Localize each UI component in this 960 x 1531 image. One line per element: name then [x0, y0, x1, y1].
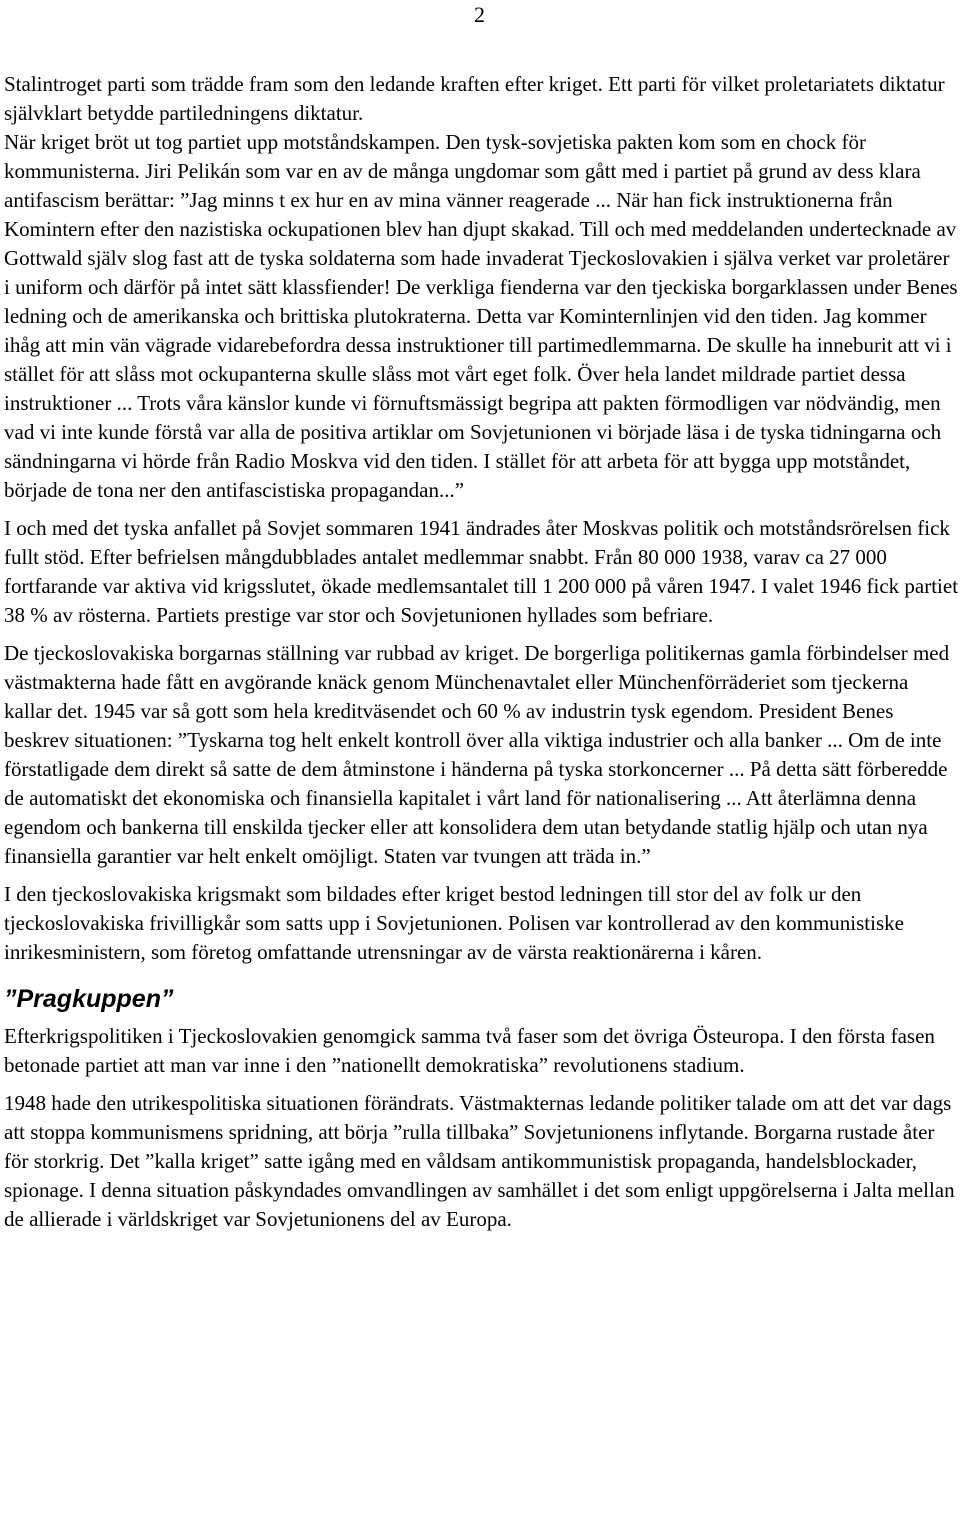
paragraph-1948: 1948 hade den utrikespolitiska situationen förändrats. Västmakternas ledande politiker talade om att det var dags att stoppa kommunismens spridning, att börja ”rulla tillbaka” Sovjetunionens inflytande. Borgarna rustade åter för storkrig. Det ”kalla kriget” satte igång med en våldsam antikommunistisk propaganda, handelsblockader, spionage. I denna situation påskyndades omvandlingen av samhället i det som enligt uppgörelserna i Jalta mellan de allierade i världskriget var Sovjetunionens del av Europa. [4, 1091, 955, 1231]
paragraph-1941: I och med det tyska anfallet på Sovjet sommaren 1941 ändrades åter Moskvas politik och motståndsrörelsen fick fullt stöd. Efter befrielsen mångdubblades antalet medlemmar snabbt. Från 80 000 1938, varav ca 27 000 fortfarande var aktiva vid krigsslutet, ökade medlemsantalet till 1 200 000 på våren 1947. I valet 1946 fick partiet 38 % av rösterna. Partiets prestige var stor och Sovjetunionen hyllades som befriare. [4, 516, 959, 627]
section-heading: ”Pragkuppen” [4, 985, 174, 1013]
paragraph-stalin-party: Stalintroget parti som trädde fram som den ledande kraften efter kriget. Ett parti för vilket proletariatets diktatur självklart betydde partiledningens diktatur. [4, 72, 945, 125]
paragraph-postwar-policy: Efterkrigspolitiken i Tjeckoslovakien genomgick samma två faser som det övriga Östeuropa. I den första fasen betonade partiet att man var inne i den ”nationellt demokratiska” revolutionens stadium. [4, 1024, 935, 1077]
paragraph-bourgeoisie: De tjeckoslovakiska borgarnas ställning var rubbad av kriget. De borgerliga politikernas gamla förbindelser med västmakterna hade fått en avgörande knäck genom Münchenavtalet eller Münchenförräderiet som tjeckerna kallar det. 1945 var så gott som hela kreditväsendet och 60 % av industrin tysk egendom. President Benes beskrev situationen: ”Tyskarna tog helt enkelt kontroll över alla viktiga industrier och alla banker ... Om de inte förstatligade dem direkt så satte de dem åtminstone i händerna på tyska storkoncerner ... På detta sätt förberedde de automatiskt det ekonomiska och finansiella kapitalet i vårt land för nationalisering ... Att återlämna denna egendom och bankerna till enskilda tjecker eller att konsolidera dem utan betydande statlig hjälp och utan nya finansiella garantier var helt enkelt omöjligt. Staten var tvungen att träda in.” [4, 641, 950, 868]
page-number: 2 [474, 2, 485, 27]
document-body [4, 70, 960, 1243]
paragraph-resistance: När kriget bröt ut tog partiet upp motståndskampen. Den tysk-sovjetiska pakten kom som en chock för kommunisterna. Jiri Pelikán som var en av de många ungdomar som gått med i partiet på grund av dess klara antifascism berättar: ”Jag minns t ex hur en av mina vänner reagerade ... När han fick instruktionerna från Komintern efter den nazistiska ockupationen blev han djupt skakad. Till och med meddelanden undertecknade av Gottwald själv slog fast att de tyska soldaterna som hade invaderat Tjeckoslovakien i själva verket var proletärer i uniform och därför på intet sätt klassfiender! De verkliga fienderna var den tjeckiska borgarklassen under Benes ledning och de amerikanska och brittiska plutokraterna. Detta var Kominternlinjen vid den tiden. Jag kommer ihåg att min vän vägrade vidarebefordra dessa instruktioner till partimedlemmarna. De skulle ha inneburit att vi i stället för att slåss mot ockupanterna skulle slåss mot vårt eget folk. Över hela landet mildrade partiet dessa instruktioner ... Trots våra känslor kunde vi förnuftsmässigt begripa att pakten förmodligen var nödvändig, men vad vi inte kunde förstå var alla de positiva artiklar om Sovjetunionen vi började läsa i de tyska tidningarna och sändningarna vi hörde från Radio Moskva vid den tiden. I stället för att arbeta för att bygga upp motståndet, började de tona ner den antifascistiska propagandan...” [4, 130, 958, 502]
paragraph-military: I den tjeckoslovakiska krigsmakt som bildades efter kriget bestod ledningen till stor del av folk ur den tjeckoslovakiska frivilligkår som satts upp i Sovjetunionen. Polisen var kontrollerad av den kommunistiske inrikesministern, som företog omfattande utrensningar av de värsta reaktionärerna i kåren. [4, 882, 904, 964]
